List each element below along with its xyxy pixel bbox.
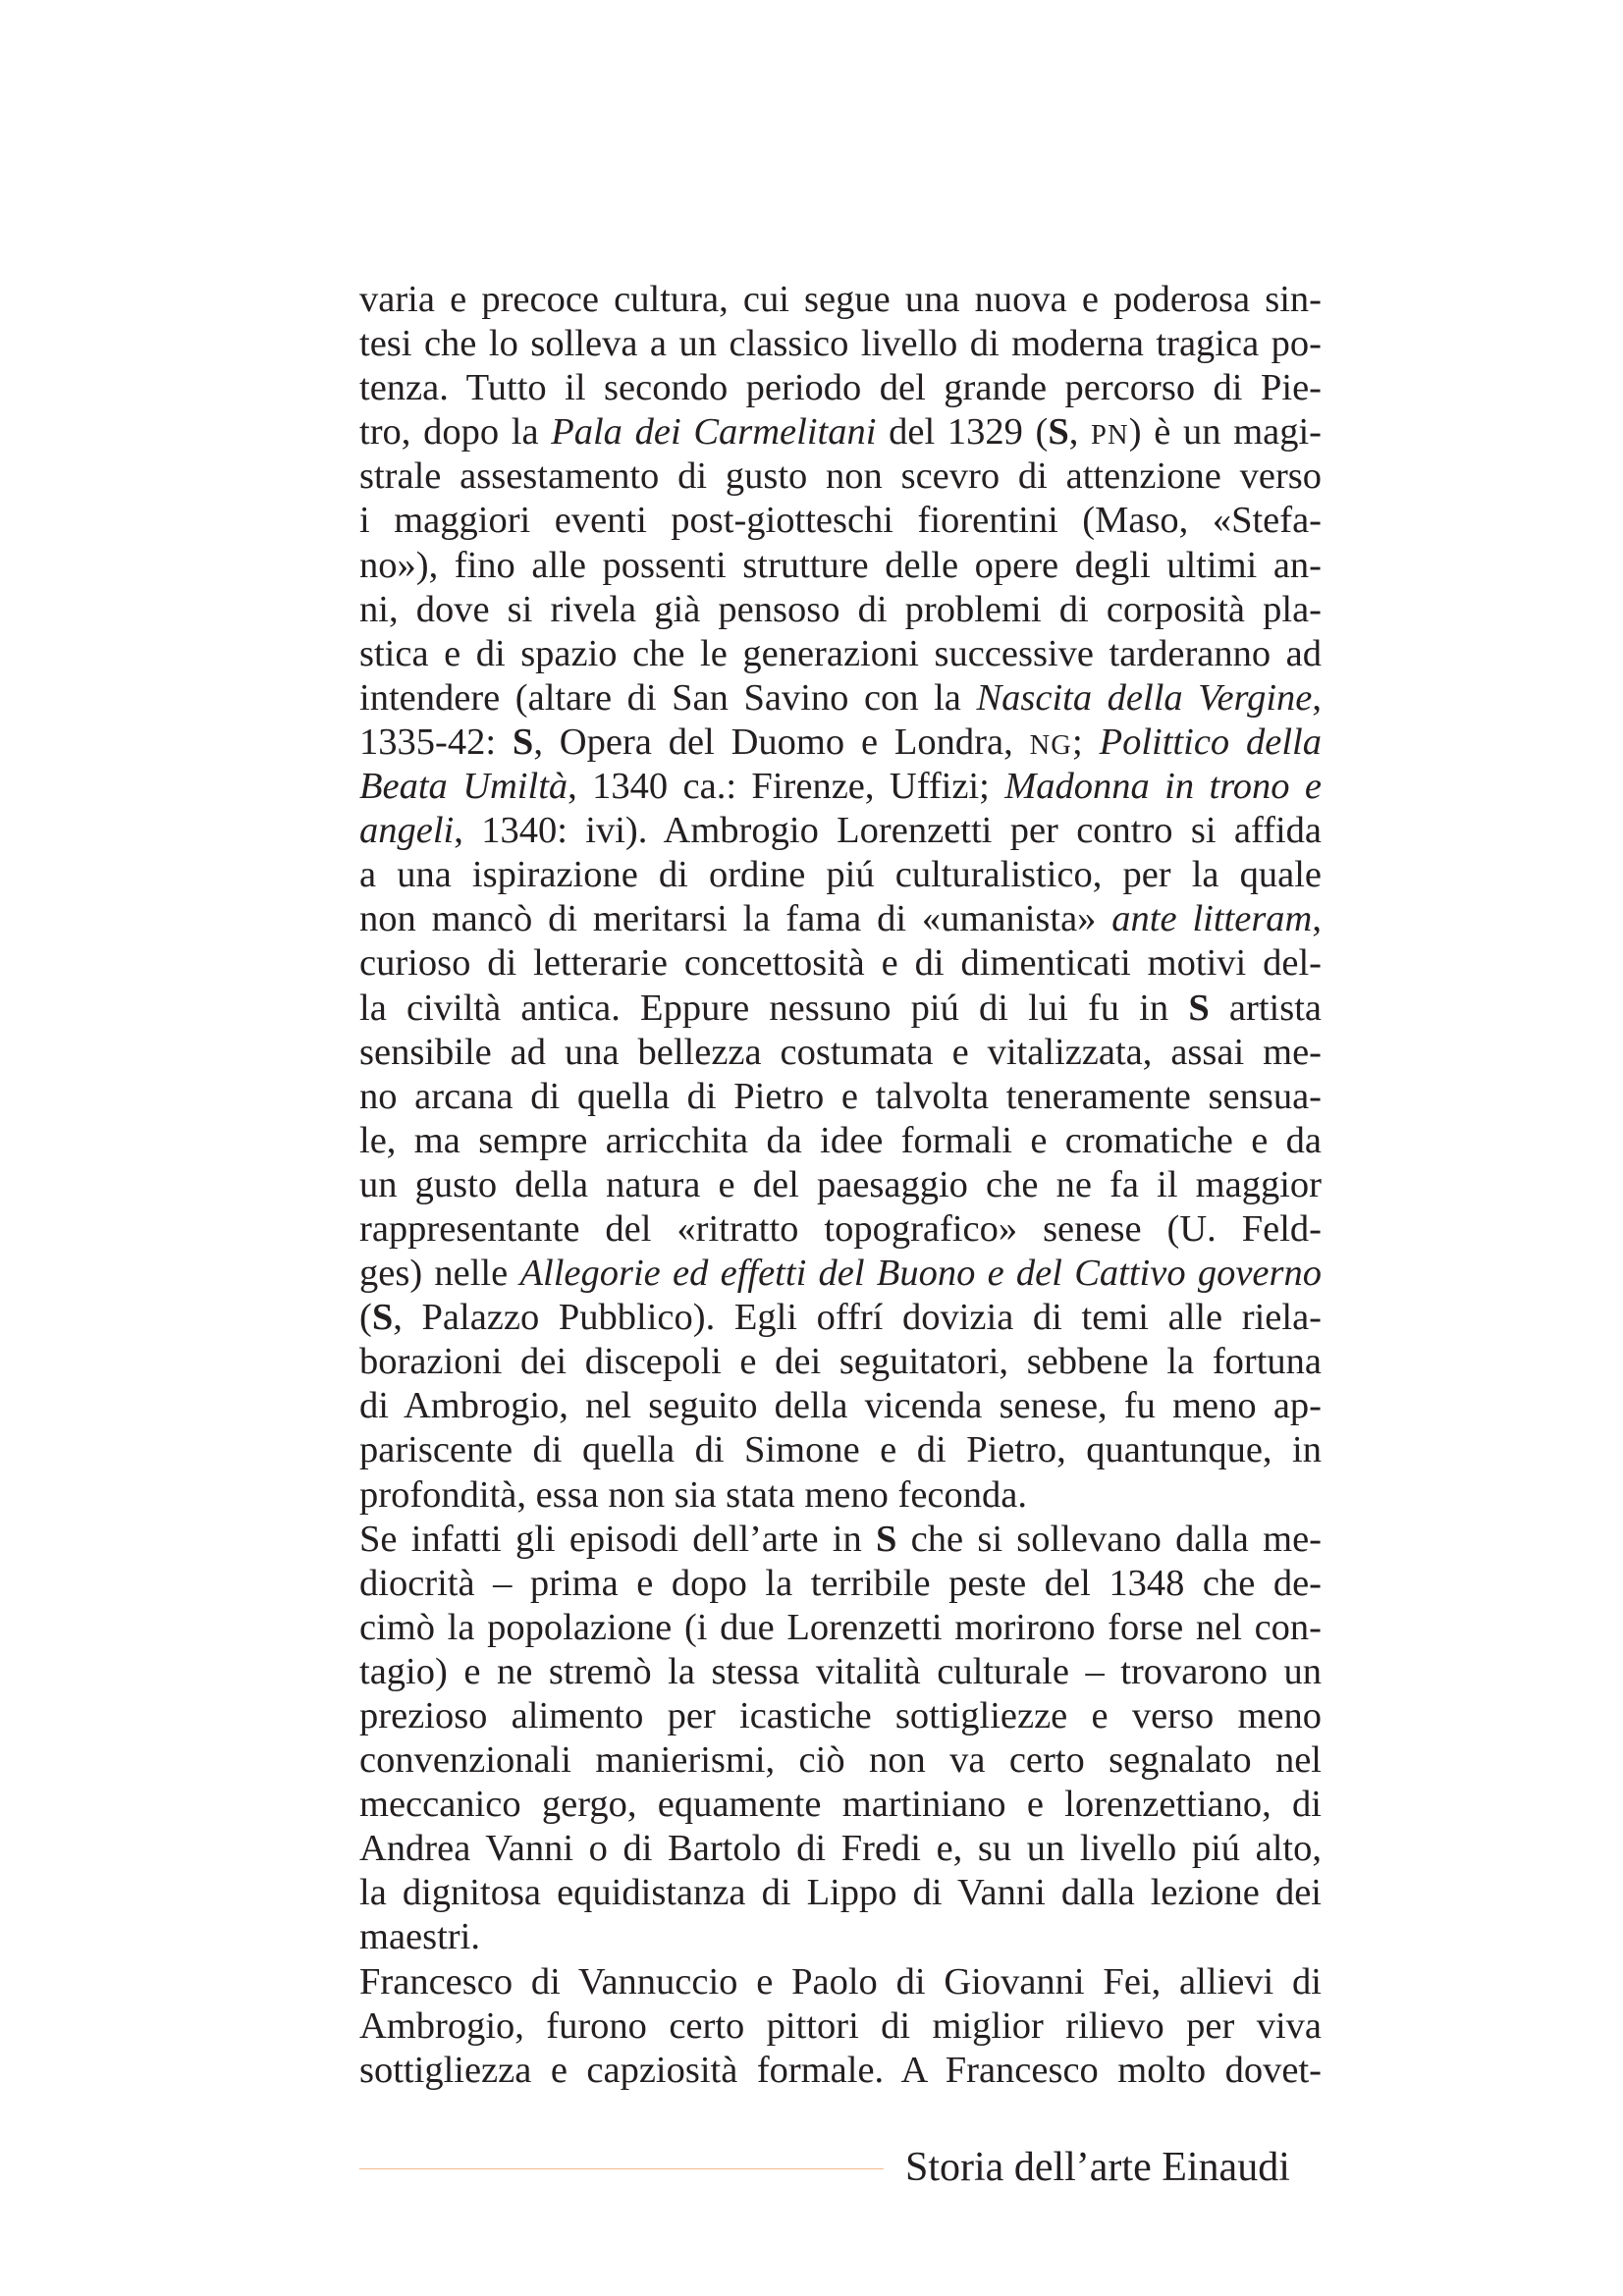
text-line-24: (S, Palazzo Pubblico). Egli offrí dovizia di temi alle riela- <box>359 1297 1322 1339</box>
text-line-28: profondità, essa non sia stata meno feconda. <box>359 1473 1027 1516</box>
italic-title: angeli <box>359 810 455 852</box>
text-line-34: convenzionali manierismi, ciò non va certo segnalato nel <box>359 1739 1322 1782</box>
location-abbreviation: PN <box>1091 420 1129 452</box>
text-line-22: rappresentante del «ritratto topografico» senese (U. Feld- <box>359 1207 1322 1250</box>
siena-abbreviation: S <box>1188 987 1210 1029</box>
text-line-38: maestri. <box>359 1916 480 1958</box>
body-text <box>359 278 1322 2093</box>
text-line-21: un gusto della natura e del paesaggio che ne fa il maggior <box>359 1163 1322 1205</box>
text-line-3: tenza. Tutto il secondo periodo del grande percorso di Pie- <box>359 367 1322 409</box>
text-line-30: diocrità – prima e dopo la terribile peste del 1348 che de- <box>359 1562 1322 1604</box>
text-line-23: ges) nelle Allegorie ed effetti del Buono e del Cattivo governo <box>359 1253 1322 1295</box>
text-line-25: borazioni dei discepoli e dei seguitatori, sebbene la fortuna <box>359 1341 1322 1383</box>
text-line-32: tagio) e ne stremò la stessa vitalità culturale – trovarono un <box>359 1650 1322 1692</box>
text-line-31: cimò la popolazione (i due Lorenzetti morirono forse nel con- <box>359 1606 1322 1648</box>
italic-title: Nascita della Vergine <box>976 676 1313 719</box>
siena-abbreviation: S <box>1048 411 1069 454</box>
text-line-41: sottigliezza e capziosità formale. A Francesco molto dovet- <box>359 2049 1322 2091</box>
text-line-14: a una ispirazione di ordine piú culturalistico, per la quale <box>359 854 1322 896</box>
text-line-4: tro, dopo la Pala dei Carmelitani del 1329 (S, PN) è un magi- <box>359 411 1322 454</box>
text-line-12: Beata Umiltà, 1340 ca.: Firenze, Uffizi; Madonna in trono e <box>359 766 1322 808</box>
text-line-36: Andrea Vanni o di Bartolo di Fredi e, su un livello piú alto, <box>359 1828 1322 1870</box>
text-line-7: no»), fino alle possenti strutture delle opere degli ultimi an- <box>359 544 1322 586</box>
italic-title: Beata Umiltà <box>359 766 568 808</box>
text-line-33: prezioso alimento per icastiche sottigliezze e verso meno <box>359 1695 1322 1736</box>
siena-abbreviation: S <box>371 1297 394 1339</box>
text-line-8: ni, dove si rivela già pensoso di problemi di corposità pla- <box>359 588 1322 630</box>
text-line-18: sensibile ad una bellezza costumata e vitalizzata, assai me- <box>359 1031 1322 1073</box>
siena-abbreviation: S <box>876 1518 897 1560</box>
text-line-35: meccanico gergo, equamente martiniano e lorenzettiano, di <box>359 1784 1322 1826</box>
text-line-11: 1335-42: S, Opera del Duomo e Londra, NG; Polittico della <box>359 721 1322 763</box>
text-line-15: non mancò di meritarsi la fama di «umanista» ante litteram, <box>359 898 1322 940</box>
footer-divider <box>359 2168 884 2169</box>
text-line-26: di Ambrogio, nel seguito della vicenda senese, fu meno ap- <box>359 1385 1322 1427</box>
text-line-6: i maggiori eventi post-giotteschi fiorentini (Maso, «Stefa- <box>359 500 1322 542</box>
footer-title: Storia dell’arte Einaudi <box>905 2145 1290 2190</box>
text-line-13: angeli, 1340: ivi). Ambrogio Lorenzetti per contro si affida <box>359 810 1322 852</box>
text-line-10: intendere (altare di San Savino con la Nascita della Vergine, <box>359 676 1322 719</box>
text-line-16: curioso di letterarie concettosità e di dimenticati motivi del- <box>359 942 1322 985</box>
text-line-1: varia e precoce cultura, cui segue una nuova e poderosa sin- <box>359 279 1322 320</box>
italic-phrase: ante litteram <box>1111 898 1313 940</box>
text-line-37: la dignitosa equidistanza di Lippo di Vanni dalla lezione dei <box>359 1872 1322 1914</box>
text-line-19: no arcana di quella di Pietro e talvolta teneramente sensua- <box>359 1075 1322 1117</box>
text-line-27: pariscente di quella di Simone e di Pietro, quantunque, in <box>359 1429 1322 1471</box>
italic-title: Pala dei Carmelitani <box>551 411 877 454</box>
italic-title: Madonna in trono e <box>1004 766 1322 808</box>
italic-title: Polittico della <box>1099 721 1322 763</box>
text-line-17: la civiltà antica. Eppure nessuno piú di lui fu in S artista <box>359 987 1322 1029</box>
location-abbreviation: NG <box>1029 729 1072 761</box>
text-line-9: stica e di spazio che le generazioni successive tarderanno ad <box>359 632 1322 674</box>
text-line-29: Se infatti gli episodi dell’arte in S che si sollevano dalla me- <box>359 1518 1322 1560</box>
text-line-40: Ambrogio, furono certo pittori di miglior rilievo per viva <box>359 2004 1322 2047</box>
text-line-5: strale assestamento di gusto non scevro di attenzione verso <box>359 455 1322 498</box>
text-line-20: le, ma sempre arricchita da idee formali e cromatiche e da <box>359 1119 1322 1161</box>
siena-abbreviation: S <box>512 721 534 763</box>
text-line-39: Francesco di Vannuccio e Paolo di Giovanni Fei, allievi di <box>359 1960 1322 2002</box>
text-line-2: tesi che lo solleva a un classico livello di moderna tragica po- <box>359 323 1322 365</box>
italic-title: Allegorie ed effetti del Buono e del Cattivo governo <box>519 1253 1322 1295</box>
